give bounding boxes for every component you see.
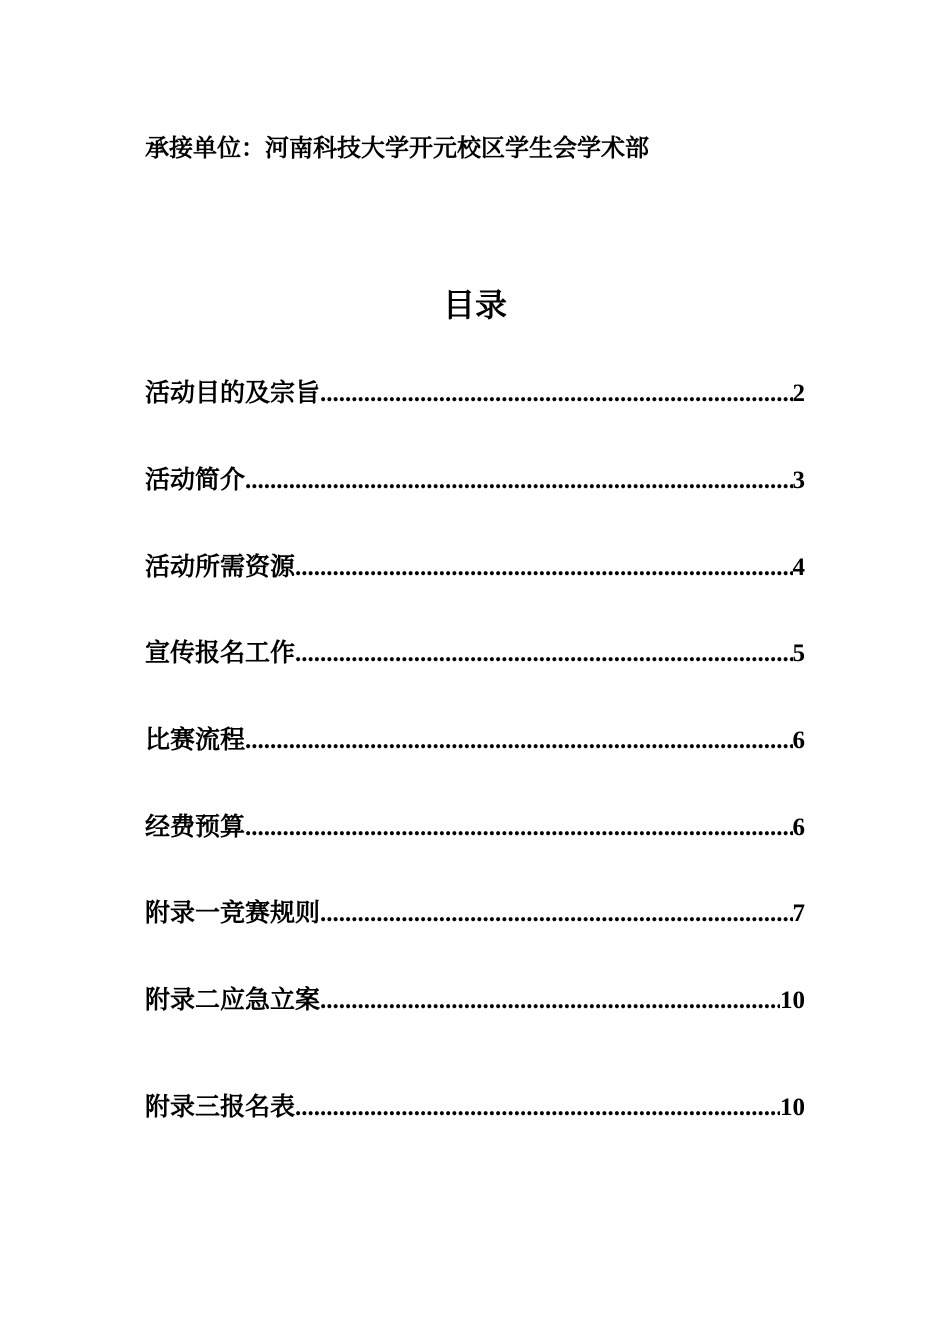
toc-entry-appendix-emergency-plan[interactable]: [145, 983, 805, 1019]
toc-entry-resources[interactable]: [145, 550, 805, 586]
toc-entry-label: 附录二应急立案: [145, 987, 321, 1014]
toc-entry-page: 2: [792, 380, 805, 407]
toc-entry-page: 3: [792, 467, 805, 494]
toc-entry-page: 5: [792, 640, 805, 667]
toc-dot-leader: [295, 550, 792, 586]
toc-entry-label: 附录一竞赛规则: [145, 900, 321, 927]
toc-entry-page: 4: [792, 554, 805, 581]
toc-entry-label: 活动简介: [145, 467, 246, 494]
toc-entry-label: 活动所需资源: [145, 554, 296, 581]
toc-entry-page: 10: [780, 987, 805, 1014]
toc-dot-leader: [295, 636, 792, 672]
toc-dot-leader: [245, 723, 792, 759]
toc-dot-leader: [320, 376, 792, 412]
toc-dot-leader: [245, 463, 792, 499]
toc-entry-competition-process[interactable]: [145, 723, 805, 759]
toc-entry-appendix-registration-form[interactable]: [145, 1090, 805, 1126]
toc-dot-leader: [320, 983, 780, 1019]
toc-entry-label: 比赛流程: [145, 727, 246, 754]
toc-dot-leader: [320, 896, 792, 932]
toc-entry-label: 宣传报名工作: [145, 640, 296, 667]
toc-entry-introduction[interactable]: [145, 463, 805, 499]
toc-entry-purpose[interactable]: [145, 376, 805, 412]
toc-entry-label: 经费预算: [145, 814, 246, 841]
toc-entry-page: 6: [792, 727, 805, 754]
toc-entry-label: 附录三报名表: [145, 1094, 296, 1121]
toc-entry-budget[interactable]: [145, 810, 805, 846]
toc-entry-publicity-registration[interactable]: [145, 636, 805, 672]
toc-dot-leader: [295, 1090, 780, 1126]
toc-entry-page: 7: [792, 900, 805, 927]
organizer-line: 承接单位：河南科技大学开元校区学生会学术部: [145, 136, 649, 162]
toc-entry-label: 活动目的及宗旨: [145, 380, 321, 407]
toc-dot-leader: [245, 810, 792, 846]
toc-entry-page: 6: [792, 814, 805, 841]
toc-entry-appendix-rules[interactable]: [145, 896, 805, 932]
toc-entry-page: 10: [780, 1094, 805, 1121]
toc-title: 目录: [442, 287, 507, 323]
